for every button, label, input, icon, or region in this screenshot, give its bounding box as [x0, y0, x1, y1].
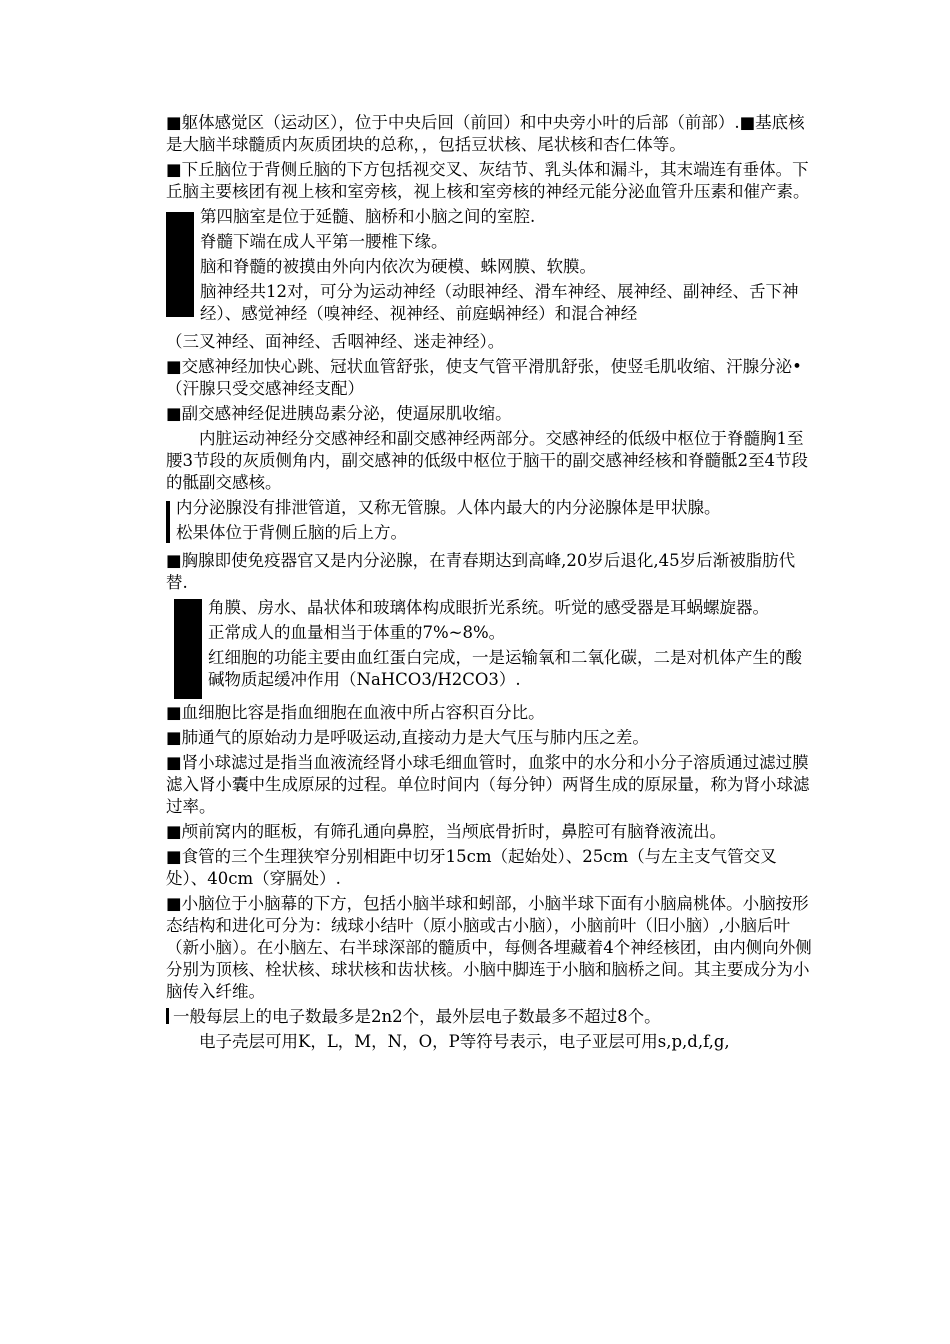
- list-item: 内分泌腺没有排泄管道，又称无管腺。人体内最大的内分泌腺体是甲状腺。: [176, 498, 721, 517]
- paragraph-electron-subshell: 电子壳层可用K，L，M，N，O，P等符号表示，电子亚层可用s,p,d,f,g,: [199, 1032, 730, 1051]
- redaction-bar: [174, 599, 202, 699]
- list-item: 脑和脊髓的被摸由外向内依次为硬模、蛛网膜、软膜。: [200, 257, 596, 276]
- paragraph-glomerular-filtration: ■肾小球滤过是指当血液流经肾小球毛细血管时，血浆中的水分和小分子溶质通过滤过膜滤入肾小囊中生成原尿的过程。单位时间内（每分钟）两肾生成的原尿量，称为肾小球滤过率。: [166, 753, 810, 816]
- list-item: 脑神经共12对，可分为运动神经（动眼神经、滑车神经、展神经、副神经、舌下神经）、感觉神经（嗅神经、视神经、前庭蜗神经）和混合神经: [200, 282, 799, 323]
- list-item: 第四脑室是位于延髓、脑桥和小脑之间的室腔.: [200, 207, 536, 226]
- paragraph-esophagus: ■食管的三个生理狭窄分别相距中切牙15cm（起始处）、25cm（与左主支气管交叉处）、40cm（穿膈处）.: [166, 847, 777, 888]
- redaction-bar: [166, 1008, 169, 1024]
- paragraph-sympathetic: ■交感神经加快心跳、冠状血管舒张，使支气管平滑肌舒张，使竖毛肌收缩、汗腺分泌•（汗腺只受交感神经支配）: [166, 357, 802, 398]
- paragraph-electron-shell: [166, 1006, 816, 1028]
- redaction-bar: [166, 501, 170, 543]
- list-item: 红细胞的功能主要由血红蛋白完成，一是运输氧和二氧化碳，二是对机体产生的酸碱物质起缓冲作用（NaHCO3/H2CO3）.: [208, 648, 802, 689]
- bar-block-eye-blood: [166, 597, 816, 699]
- bar-block-endocrine: [166, 497, 816, 547]
- paragraph-cerebellum: ■小脑位于小脑幕的下方，包括小脑半球和蚓部，小脑半球下面有小脑扁桃体。小脑按形态结构和进化可分为：绒球小结叶（原小脑或古小脑），小脑前叶（旧小脑）,小脑后叶（新小脑）。在小脑左、右半球深部的髓质中，每侧各埋藏着4个神经核团，由内侧向外侧分别为顶核、栓状核、球状核和齿状核。小脑中脚连于小脑和脑桥之间。其主要成分为小脑传入纤维。: [166, 894, 812, 1001]
- paragraph-pulmonary-ventilation: ■肺通气的原始动力是呼吸运动,直接动力是大气压与肺内压之差。: [166, 728, 649, 747]
- paragraph-electron-shell-text: 一般每层上的电子数最多是2n2个，最外层电子数最多不超过8个。: [173, 1007, 661, 1026]
- list-item: 正常成人的血量相当于体重的7%~8%。: [208, 623, 506, 642]
- paragraph-hypothalamus: ■下丘脑位于背侧丘脑的下方包括视交叉、灰结节、乳头体和漏斗，其末端连有垂体。下丘脑主要核团有视上核和室旁核，视上核和室旁核的神经元能分泌血管升压素和催产素。: [166, 160, 810, 201]
- list-item: 脊髓下端在成人平第一腰椎下缘。: [200, 232, 448, 251]
- paragraph-visceral-motor: 内脏运动神经分交感神经和副交感神经两部分。交感神经的低级中枢位于脊髓胸1至腰3节段的灰质侧角内，副交感神的低级中枢位于脑干的副交感神经核和脊髓骶2至4节段的骶副交感核。: [166, 429, 808, 492]
- list-item: 角膜、房水、晶状体和玻璃体构成眼折光系统。听觉的感受器是耳蜗螺旋器。: [208, 598, 769, 617]
- bar-block-content: [176, 497, 816, 547]
- paragraph-anterior-cranial-fossa: ■颅前窝内的眶板，有筛孔通向鼻腔，当颅底骨折时，鼻腔可有脑脊液流出。: [166, 822, 727, 841]
- paragraph-hematocrit: ■血细胞比容是指血细胞在血液中所占容积百分比。: [166, 703, 545, 722]
- bar-block-brain: [0, 206, 816, 328]
- paragraph-cranial-nerves-continued: （三叉神经、面神经、舌咽神经、迷走神经）。: [166, 332, 505, 351]
- list-item: 松果体位于背侧丘脑的后上方。: [176, 523, 407, 542]
- paragraph-somatosensory: ■躯体感觉区（运动区），位于中央后回（前回）和中央旁小叶的后部（前部）.■基底核是大脑半球髓质内灰质团块的总称，，包括豆状核、尾状核和杏仁体等。: [166, 113, 805, 154]
- paragraph-thymus: ■胸腺即使免疫器官又是内分泌腺，在青春期达到高峰,20岁后退化,45岁后渐被脂肪代替.: [166, 551, 796, 592]
- bar-block-content: [200, 206, 816, 328]
- document-page: [166, 112, 816, 1056]
- bar-block-content: [208, 597, 816, 699]
- paragraph-parasympathetic: ■副交感神经促进胰岛素分泌，使逼尿肌收缩。: [166, 404, 512, 423]
- redaction-bar: [166, 212, 194, 317]
